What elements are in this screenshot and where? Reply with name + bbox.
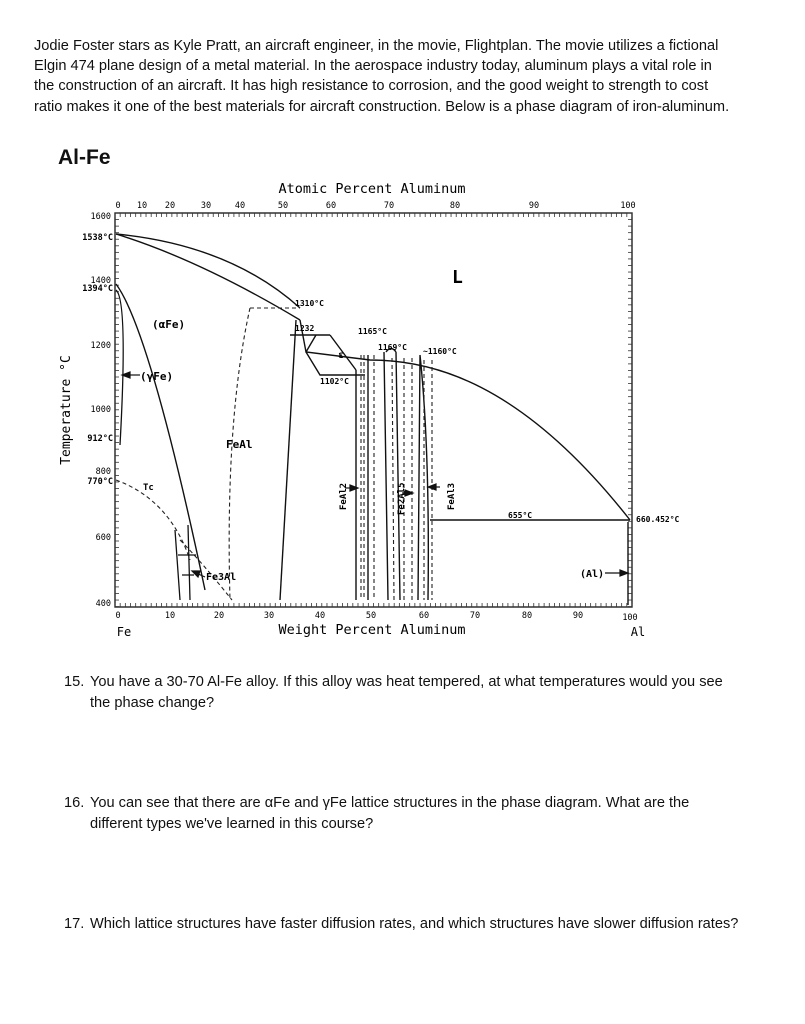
al-arrowhead [620,570,628,576]
bottom-axis-label: Weight Percent Aluminum [278,622,466,638]
phase-labels [140,267,604,583]
y-tick-label: 770°C [87,477,113,487]
dashed-fe2al5 [392,358,412,600]
alpha-fe-label: (αFe) [152,318,186,331]
top-tick-label: 70 [383,201,395,211]
y-tick-label: 1538°C [82,233,113,243]
bottom-tick-label: 10 [164,611,176,621]
question-15 [64,672,744,713]
bottom-tick-label: 50 [365,611,377,621]
fe2al5-label: Fe2Al5 [397,482,407,515]
feal-boundary [280,320,296,600]
feal3-boundary [418,355,428,600]
top-tick-label: 100 [620,201,636,211]
t1232-label: 1232 [295,324,315,333]
bottom-tick-label: 60 [418,611,430,621]
question-text: You have a 30-70 Al-Fe alloy. If this alloy was heat tempered, at what temperatures would you see the phase change? [90,674,723,711]
bottom-tick-label: 0 [115,611,121,621]
gamma-fe-label: (γFe) [140,370,174,383]
fe3al-label: Fe3Al [206,572,237,583]
fe-element-label: Fe [116,625,132,639]
y-tick-label: 1200 [90,341,111,351]
question-number: 17. [64,916,85,932]
y-tick-label: 1000 [90,405,111,415]
top-tick-label: 80 [449,201,461,211]
gamma-loop [116,290,196,600]
figure-title: Al-Fe [58,146,111,169]
top-tick-label: 50 [277,201,289,211]
y-tick-label: 1600 [90,212,111,222]
liquid-label: L [452,267,463,288]
bottom-tick-label: 90 [572,611,584,621]
t1102-label: 1102°C [320,377,349,386]
feal3-arrowhead [428,484,436,490]
feal2-arrowhead [350,485,358,491]
epsilon-left-boundary [306,335,316,352]
feal3-label: FeAl3 [447,482,457,510]
y-tick-label: 800 [95,467,111,477]
top-tick-label: 10 [136,201,148,211]
al-element-label: Al [630,625,646,639]
top-tick-label: 20 [164,201,176,211]
t660-label: 660.452°C [636,515,680,524]
top-tick-label: 60 [325,201,337,211]
tc-label: Tc [143,483,154,493]
question-number: 16. [64,795,85,811]
top-tick-labels [115,201,635,211]
feal-label: FeAl [226,438,253,451]
bottom-tick-label: 30 [263,611,275,621]
fe3al-arrowhead [192,571,200,577]
bottom-tick-label: 100 [622,613,638,623]
gamma-loop-outer [116,290,123,445]
intro-paragraph: Jodie Foster stars as Kyle Pratt, an aircraft engineer, in the movie, Flightplan. The movie utilizes a fictional Elgin 474 plane design of a metal material. In the aerospace industry today, aluminum plays a vital role in the construction of an aircraft. It has high resistance to corrosion, and the good weight to strength to cost ratio makes it one of the best materials for aircraft construction. Below is a phase diagram of iron-aluminum. [34,38,730,115]
bottom-tick-label: 80 [521,611,533,621]
bottom-tick-label: 70 [469,611,481,621]
t1310-label: 1310°C [295,299,324,308]
top-tick-label: 40 [234,201,246,211]
top-axis-label: Atomic Percent Aluminum [278,181,466,197]
y-tick-label: 912°C [87,434,113,444]
y-axis-label: Temperature °C [59,355,74,465]
t1160-label: ~1160°C [423,347,457,356]
question-text: You can see that there are αFe and γFe lattice structures in the phase diagram. What are the different types we've learned in this course? [90,795,690,832]
phase-boundaries [116,234,630,605]
label-arrows [122,372,628,577]
y-tick-label: 600 [95,533,111,543]
top-tick-label: 0 [115,201,121,211]
feal2-label: FeAl2 [339,482,349,510]
question-text: Which lattice structures have faster diffusion rates, and which structures have slower diffusion rates? [90,916,739,932]
y-tick-label: 1400 [90,276,111,286]
y-tick-labels [82,212,113,609]
solidus-upper-curve [116,234,300,320]
top-tick-label: 90 [528,201,540,211]
y-tick-label: 400 [95,599,111,609]
t655-label: 655°C [508,511,533,520]
feal-order-boundary [229,308,250,600]
y-tick-label: 1394°C [82,284,113,294]
fe3al-boundary [180,540,232,600]
question-16 [64,793,744,834]
epsilon-label: ε [338,350,345,361]
question-17 [64,914,744,935]
top-tick-label: 30 [200,201,212,211]
t1169-label: 1169°C [378,343,407,352]
t1165-label: 1165°C [358,327,387,336]
bottom-tick-label: 20 [213,611,225,621]
al-phase-label: (Al) [580,569,605,580]
question-number: 15. [64,674,85,690]
bottom-tick-label: 40 [314,611,326,621]
